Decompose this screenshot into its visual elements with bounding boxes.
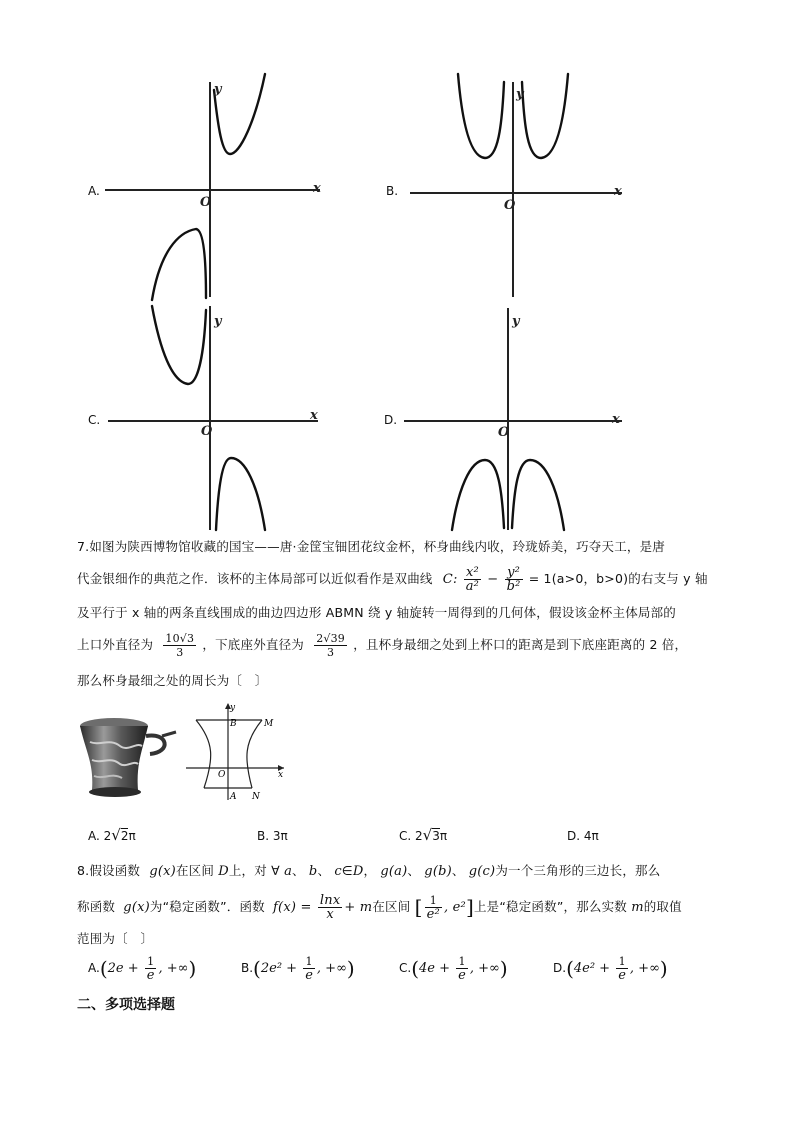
- curve-branch-left: [452, 460, 504, 530]
- option-coef: 2e +: [107, 961, 143, 976]
- q8-text: 为一个三角形的三边长，那么: [495, 863, 661, 878]
- curve-branch-lower: [152, 229, 206, 300]
- numerator: 10√3: [165, 632, 195, 645]
- option-prefix: C. 2: [399, 829, 423, 843]
- q7-line1: 7.如图为陕西博物馆收藏的国宝——唐·金筐宝钿团花纹金杯，杯身曲线内收，玲珑娇美，巧夺天工，是唐: [77, 539, 666, 554]
- golden-cup-image: [76, 712, 178, 798]
- x-label: x: [614, 184, 622, 199]
- q8-text: 的取值: [643, 899, 682, 914]
- denominator: 3: [326, 646, 335, 659]
- label-n: N: [252, 792, 260, 802]
- q7-line2: 代金银细作的典范之作．该杯的主体局部可以近似看作是双曲线 C: $\frac{\text{x²}}{\text{a²}}$ − $\frac{\text{y²}}{\text{b²}}$ = 1(a>0，b>0)的右支与 y 轴: [77, 565, 708, 594]
- right-branch: [247, 720, 262, 788]
- q7-option-a[interactable]: A. 2√2π: [88, 826, 136, 844]
- q8-text: 上，对 ∀: [228, 863, 280, 878]
- left-branch: [196, 720, 211, 788]
- origin-label: O: [200, 195, 212, 210]
- q7-option-b[interactable]: B. 3π: [257, 829, 288, 843]
- label-a: A: [230, 792, 237, 802]
- q8-option-b[interactable]: B.(2e² + $\frac{1}{e}$ , +∞): [241, 955, 355, 983]
- q7-conditions: = 1(a>0，b>0)的右支与 y 轴: [528, 571, 708, 586]
- option-tail: , +∞: [316, 961, 347, 976]
- curve-branch-lower: [216, 458, 265, 530]
- frac-1-e2: $\frac{1}{\text{e²}}$: [426, 894, 440, 922]
- curve-branch-right: [522, 74, 568, 158]
- q8-text: 称函数: [77, 899, 116, 914]
- option-label: D.: [553, 961, 567, 975]
- q8-line2: 称函数 g(x)为“稳定函数”．函数 f(x) = $\frac{\ln x}{x}$ + m在区间 [ $\frac{1}{\text{e²}}$ , e²]上是“稳定函数”，那么实数 m的取值: [77, 893, 682, 922]
- q7-option-d[interactable]: D. 4π: [567, 829, 599, 843]
- option-suffix: π: [439, 829, 448, 843]
- x-label: x: [612, 412, 620, 427]
- option-tail: , +∞: [469, 961, 500, 976]
- option-coef: 4e² +: [573, 961, 615, 976]
- q7-line3: 及平行于 x 轴的两条直线围成的曲边四边形 ABMN 绕 y 轴旋转一周得到的几何体，假设该金杯主体局部的: [77, 605, 676, 620]
- q7-diagram: [186, 700, 290, 802]
- option-label: C.: [399, 961, 412, 975]
- option-a-label: A.: [88, 184, 100, 198]
- option-tail: , +∞: [158, 961, 189, 976]
- graph-c: [100, 300, 330, 532]
- curve-branch-upper: [152, 306, 206, 384]
- q8-text: 在区间: [175, 863, 215, 878]
- option-c-label: C.: [88, 413, 101, 427]
- q8-line1: 8.假设函数 g(x)在区间 D上，对 ∀ a、 b、 c∈D， g(a)、 g(b)、 g(c)为一个三角形的三边长，那么: [77, 863, 661, 879]
- option-suffix: π: [128, 829, 136, 843]
- label-m: M: [264, 719, 274, 729]
- q7-option-c[interactable]: C. 2√3π: [399, 826, 448, 844]
- option-label: A.: [88, 961, 100, 975]
- q8-line3: 范围为〔 〕: [77, 931, 154, 946]
- label-y: y: [230, 703, 236, 713]
- y-label: y: [512, 314, 520, 329]
- label-b: B: [230, 719, 237, 729]
- graph-a: [100, 72, 330, 302]
- label-o: O: [218, 770, 226, 780]
- denominator: 3: [176, 646, 184, 659]
- option-tail: , +∞: [629, 961, 660, 976]
- q8-option-d[interactable]: D.(4e² + $\frac{1}{e}$ , +∞): [553, 955, 668, 983]
- radicand: 2: [120, 829, 129, 843]
- option-coef: 4e +: [419, 961, 455, 976]
- q7-text: 代金银细作的典范之作．该杯的主体局部可以近似看作是双曲线: [77, 571, 433, 586]
- q7-text: ，下底座外直径为: [202, 637, 304, 652]
- x-label: x: [310, 408, 318, 423]
- q8-text: 上是“稳定函数”，那么实数: [473, 899, 628, 914]
- q7-line4: [77, 632, 777, 659]
- frac-y2-b2: $\frac{\text{y²}}{\text{b²}}$: [506, 565, 521, 594]
- y-label: y: [516, 87, 524, 102]
- q8-option-c[interactable]: C.(4e + $\frac{1}{e}$ , +∞): [399, 955, 508, 983]
- q8-option-a[interactable]: A.(2e + $\frac{1}{e}$ , +∞): [88, 955, 197, 983]
- y-label: y: [214, 82, 222, 97]
- q8-text: 在区间: [372, 899, 411, 914]
- curve-branch-right: [512, 460, 564, 530]
- x-label: x: [313, 181, 321, 196]
- option-d-label: D.: [384, 413, 398, 427]
- q7-text: ，且杯身最细之处到上杯口的距离是到下底座距离的 2 倍，: [353, 637, 688, 652]
- curve-name: C: [442, 572, 453, 587]
- curve-branch-upper: [214, 74, 265, 154]
- origin-label: O: [504, 198, 516, 213]
- label-x: x: [278, 770, 284, 780]
- frac-lnx-x: $\frac{\ln x}{x}$: [319, 893, 341, 922]
- radicand: 3: [432, 829, 440, 843]
- frac-x2-a2: $\frac{\text{x²}}{\text{a²}}$: [465, 565, 480, 594]
- option-prefix: A. 2: [88, 829, 112, 843]
- frac-bottom-diameter: [314, 632, 347, 659]
- numerator: 2√39: [316, 632, 345, 645]
- graph-b: [400, 72, 630, 302]
- q8-text: 为“稳定函数”．函数: [149, 899, 265, 914]
- frac-top-diameter: [163, 632, 196, 659]
- option-label: B.: [241, 961, 254, 975]
- origin-label: O: [498, 425, 510, 440]
- option-coef: 2e² +: [260, 961, 302, 976]
- option-b-label: B.: [386, 184, 399, 198]
- q7-text: 上口外直径为: [77, 637, 154, 652]
- origin-label: O: [201, 424, 213, 439]
- q7-line5: 那么杯身最细之处的周长为〔 〕: [77, 673, 268, 688]
- curve-branch-left: [458, 74, 504, 158]
- graph-d: [400, 300, 630, 532]
- y-label: y: [214, 314, 222, 329]
- q8-text: 8.假设函数: [77, 863, 141, 878]
- section-heading: 二、多项选择题: [77, 997, 175, 1013]
